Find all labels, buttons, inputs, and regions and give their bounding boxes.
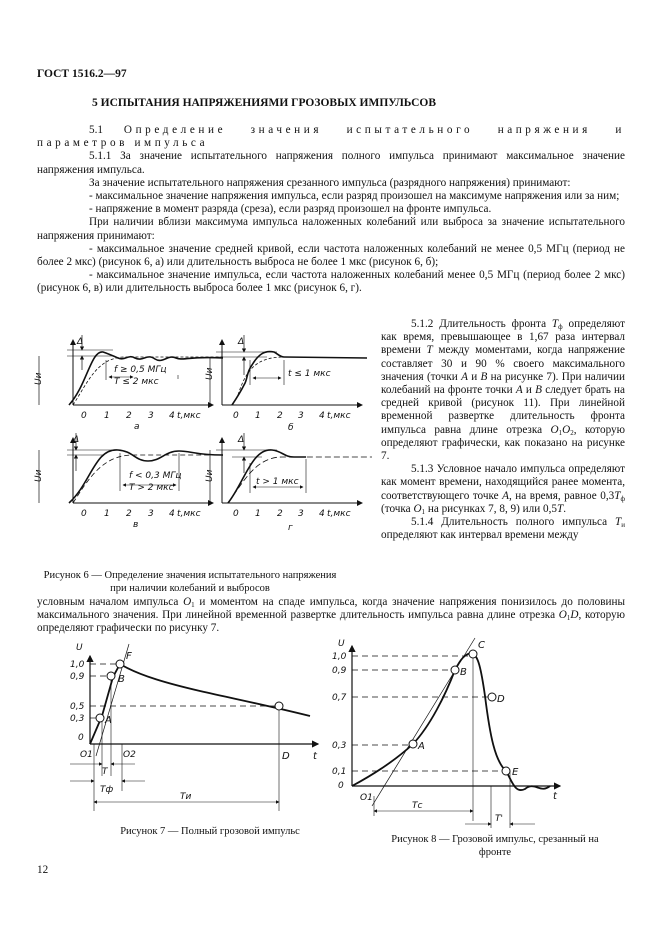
text-run: - максимальное значение напряжения импульса, если разряд произошел на максимуме напряжения или за ним;: [89, 190, 620, 203]
level-label: 0: [78, 733, 84, 743]
level-label: 0,9: [70, 672, 85, 682]
tick-label: 3: [148, 509, 154, 519]
text-run: 5.1.2 Длительность фронта: [411, 318, 552, 330]
point-label: A: [105, 715, 112, 726]
tick-label: 3: [298, 509, 304, 519]
text-run: и: [522, 384, 536, 397]
axis-label: t,мкс: [177, 411, 201, 421]
interval-label: T: [102, 767, 108, 777]
panel-letter: б: [288, 423, 294, 433]
tick-label: 0: [81, 411, 87, 421]
point-label: A: [418, 741, 425, 752]
axis-label: Uи: [205, 469, 215, 482]
axis-label: Uи: [34, 372, 44, 385]
tick-label: 4: [319, 509, 325, 519]
delta-label: Δ: [73, 435, 80, 445]
page-number: 12: [37, 864, 49, 876]
text-run: 5.1: [89, 124, 124, 136]
tick-label: 2: [277, 509, 283, 519]
italic-symbol: T: [557, 502, 564, 515]
text-run: - максимальное значение импульса, если частота наложенных колебаний менее 0,5 МГц (период более 2 мкс) (рисунок 6, в) или длительность выброса более 1 мкс (рисунок 6, г).: [37, 269, 625, 295]
point-label: B: [460, 667, 467, 678]
text-run: , которую определяют графически по рисунку 7.: [37, 609, 625, 635]
figure-6-labels: [34, 337, 351, 533]
point-label: B: [118, 674, 125, 685]
text-run: и: [467, 370, 481, 383]
text-run: условным началом импульса: [37, 596, 184, 608]
axis-label: U: [76, 643, 83, 653]
panel-letter: а: [134, 422, 140, 432]
axis-label: t,мкс: [177, 509, 201, 519]
subscript: ф: [620, 494, 625, 503]
tick-label: 4: [169, 509, 175, 519]
point-label: D: [282, 751, 290, 762]
italic-symbol: T: [615, 516, 622, 529]
interval-label: Tс: [412, 801, 423, 811]
axis-label: Uи: [205, 367, 215, 380]
text-run: между моментами, когда напряжение составляет 30 и 90 % своего максимального значения (точки: [381, 344, 625, 383]
text-run: 5.1.3 Условное начало импульса определяют как момент времени, находящийся ранее момента, соответствующего точке: [381, 463, 625, 502]
tick-label: 1: [104, 509, 110, 519]
text-run: на рисунке 7). При наличии колебаний на фронте точки: [381, 370, 625, 397]
tick-label: 2: [277, 411, 283, 421]
figure-8: [352, 638, 560, 828]
annotation: f < 0,3 МГц: [129, 471, 182, 481]
text-run: следует брать на средней кривой (рисунок 11). При линейной временной развертке длительность фронта импульса равна длине отрезка: [381, 384, 625, 436]
axis-label: Uи: [34, 469, 44, 482]
level-label: 1,0: [70, 660, 85, 670]
italic-symbol: O: [183, 596, 192, 608]
italic-symbol: O: [413, 502, 422, 515]
tick-label: 3: [298, 411, 304, 421]
subscript: ф: [558, 323, 563, 331]
text-run: , которую определяют графически, как показано на рисунке 7.: [381, 423, 625, 463]
subscript: и: [621, 521, 625, 530]
point-label: O2: [123, 750, 136, 760]
text-run: определяют как интервал времени между: [381, 529, 579, 542]
axis-label: U: [338, 639, 345, 649]
text-run: Определение значения испытательного напряжения и параметров импульса: [37, 124, 625, 150]
level-label: 0,9: [332, 666, 347, 676]
tick-label: 2: [126, 509, 132, 519]
level-label: 0,3: [332, 741, 347, 751]
tick-label: 0: [81, 509, 87, 519]
interval-label: Tф: [100, 785, 114, 795]
text-run: За значение испытательного напряжения срезанного импульса (разрядного напряжения) принимают:: [89, 176, 571, 189]
text-run: .: [563, 502, 567, 515]
italic-symbol: T: [614, 489, 621, 502]
italic-symbol: O: [558, 609, 567, 622]
italic-symbol: O: [562, 423, 571, 436]
subscript: 1: [421, 507, 426, 516]
delta-label: Δ: [238, 435, 245, 445]
panel-letter: в: [133, 520, 139, 530]
figure-6g: [210, 433, 372, 503]
point-label: F: [126, 651, 132, 662]
tick-label: 0: [233, 411, 239, 421]
axis-label: t,мкс: [327, 411, 351, 421]
text-run: - напряжение в момент разряда (среза), если разряд произошел на фронте импульса.: [89, 203, 492, 216]
section-title: 5 ИСПЫТАНИЯ НАПРЯЖЕНИЯМИ ГРОЗОВЫХ ИМПУЛЬСОВ: [92, 97, 437, 109]
level-label: 0,5: [70, 702, 85, 712]
delta-label: Δ: [238, 337, 245, 347]
interval-label: Tи: [180, 792, 192, 802]
italic-symbol: B: [480, 370, 488, 383]
text-run: (точка: [381, 502, 414, 515]
figure-8-labels: [332, 639, 558, 824]
level-label: 0,3: [70, 714, 85, 724]
panel-letter: г: [288, 523, 293, 533]
italic-symbol: O: [550, 423, 559, 436]
text-run: на рисунках 7, 8, 9) или 0,5: [425, 502, 558, 515]
italic-symbol: T: [426, 344, 433, 357]
italic-symbol: A: [502, 489, 509, 502]
tick-label: 0: [233, 509, 239, 519]
text-run: - максимальное значение средней кривой, если частота наложенных колебаний не менее 0,5 МГц (период не более 2 мкс) (рисунок 6, а) или длительность выброса не более 1 мкс (рисунок 6, б);: [37, 242, 625, 269]
point-label: O1: [80, 750, 93, 760]
italic-symbol: D: [570, 609, 579, 622]
tick-label: 4: [169, 411, 175, 421]
italic-symbol: T: [551, 318, 559, 330]
figure-8-caption: Рисунок 8 — Грозовой импульс, срезанный на фронте: [391, 834, 599, 858]
interval-label: T': [495, 814, 503, 824]
axis-label: t: [313, 751, 317, 762]
tick-label: 1: [255, 411, 261, 421]
subscript: 1: [566, 614, 571, 623]
text-run: 5.1.4 Длительность полного импульса: [411, 516, 616, 529]
level-label: 0,1: [332, 767, 347, 777]
text-run: 5.1.1 За значение испытательного напряжения полного импульса принимают максимальное значение напряжения импульса.: [37, 150, 625, 176]
point-label: E: [512, 767, 519, 778]
text-run: и моментом на спаде импульса, когда значение напряжения понизилось до половины максимального значения. При линейной временной развертке длительность импульса равна длине отрезка: [37, 596, 625, 622]
level-label: 1,0: [332, 652, 347, 662]
figure-7-labels: [70, 643, 318, 802]
annotation: t > 1 мкс: [256, 477, 299, 487]
italic-symbol: A: [461, 370, 468, 383]
subscript: 1: [558, 428, 563, 437]
annotation: f ≥ 0,5 МГц: [114, 365, 167, 375]
level-label: 0: [338, 781, 344, 791]
figure-7-caption: Рисунок 7 — Полный грозовой импульс: [120, 826, 300, 837]
tick-label: 2: [126, 411, 132, 421]
annotation: T > 2 мкс: [129, 483, 174, 493]
subscript: 2: [570, 428, 574, 437]
annotation: T ≤ 2 мкс: [114, 377, 159, 387]
level-label: 0,7: [332, 693, 347, 703]
tick-label: 1: [104, 411, 110, 421]
italic-symbol: B: [535, 384, 542, 397]
text-run: определяют как время, превышающее в 1,67 раза интервал времени: [381, 318, 625, 357]
axis-label: t: [553, 791, 557, 802]
point-label: D: [497, 694, 505, 705]
annotation: t ≤ 1 мкс: [288, 369, 331, 379]
axis-label: t,мкс: [327, 509, 351, 519]
point-label: O1: [360, 793, 373, 803]
tick-label: 3: [148, 411, 154, 421]
tick-label: 1: [255, 509, 261, 519]
subscript: 1: [191, 601, 195, 609]
tick-label: 4: [319, 411, 325, 421]
italic-symbol: A: [515, 384, 523, 397]
text-run: , на время, равное 0,3: [508, 489, 615, 502]
text-run: При наличии вблизи максимума импульса наложенных колебаний или выброса за значение испытательного напряжения принимают:: [37, 216, 625, 242]
figure-6-caption: Рисунок 6 — Определение значения испытательного напряжения при наличии колебаний и выбросов: [43, 570, 337, 594]
delta-label: Δ: [77, 337, 84, 347]
document-header: ГОСТ 1516.2—97: [37, 68, 127, 80]
point-label: C: [478, 640, 485, 651]
